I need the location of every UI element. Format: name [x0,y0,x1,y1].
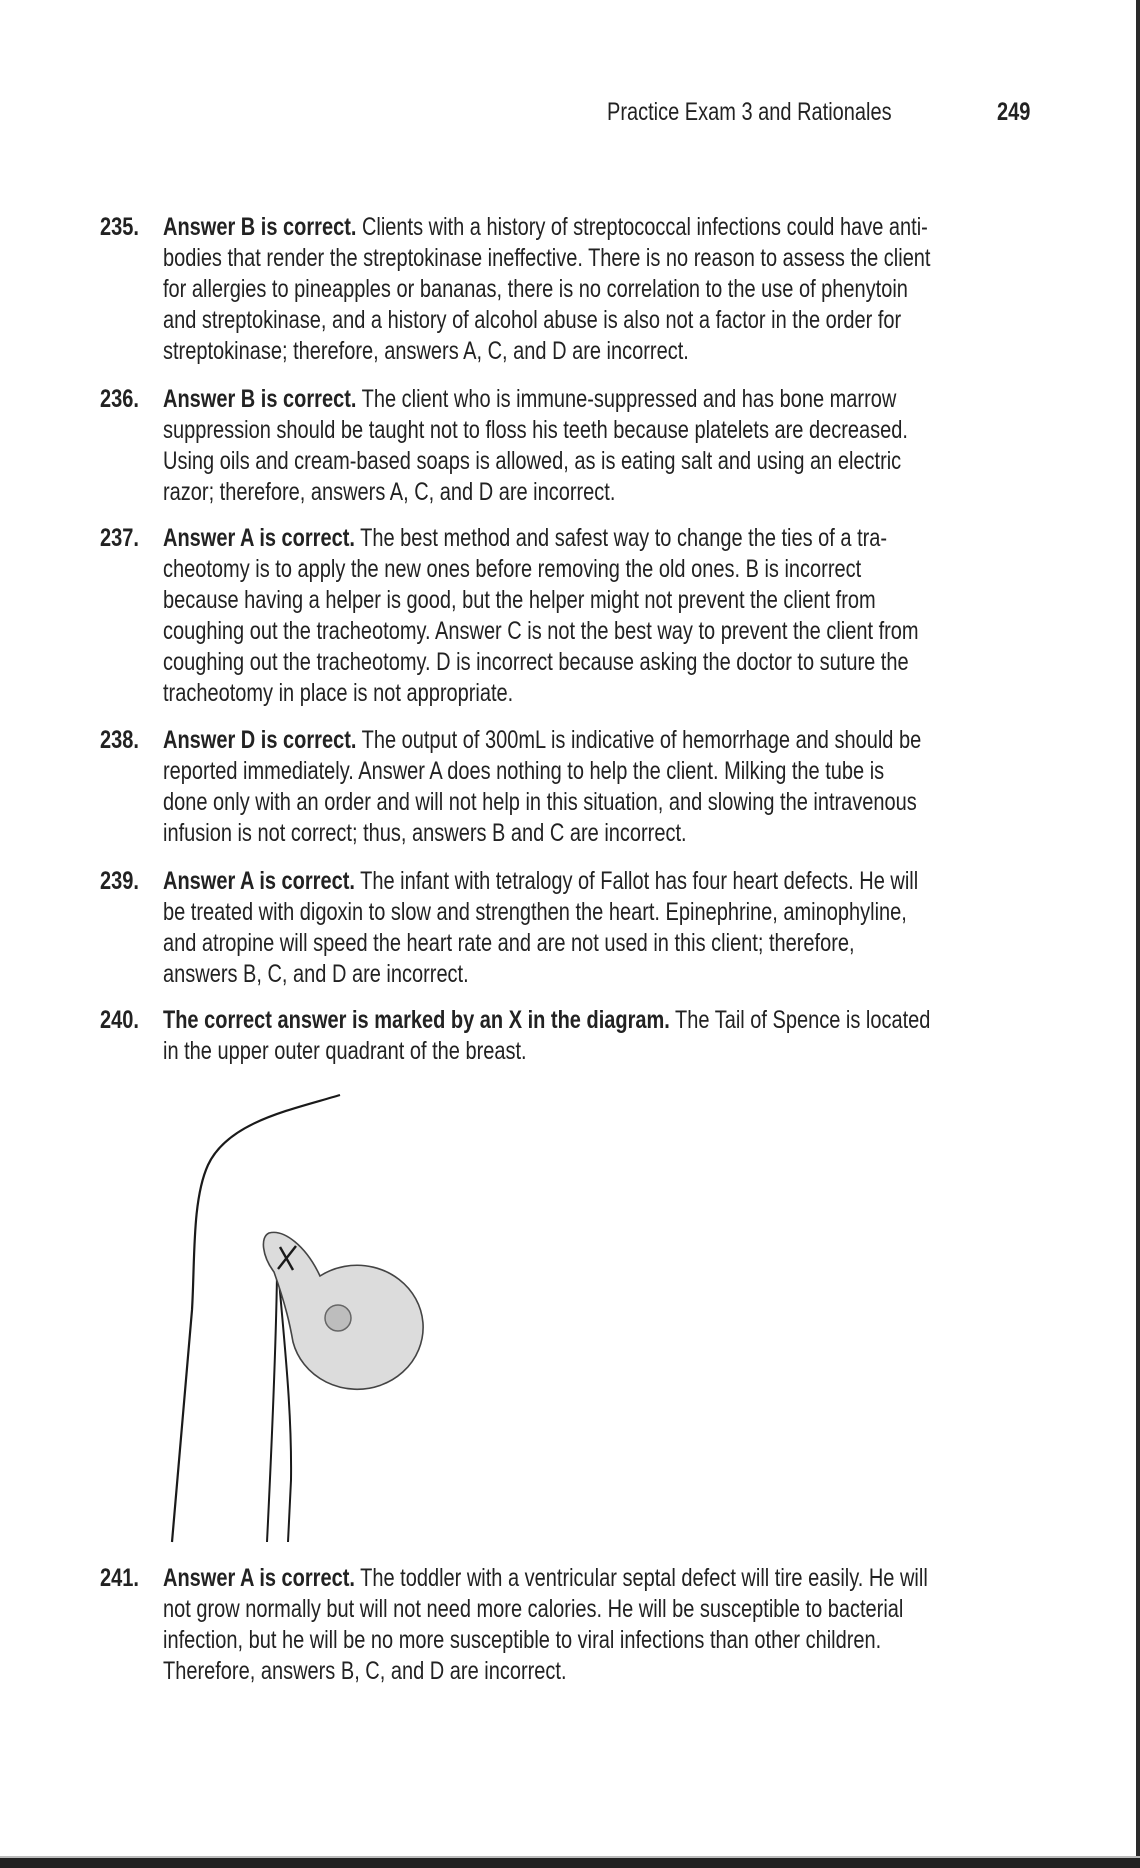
text-line [163,725,1123,756]
line-text: not grow normally but will not need more calories. He will be susceptible to bacterial [163,1595,904,1623]
line-text: suppression should be taught not to floss his teeth because platelets are decreased. [163,416,908,444]
question-number: 237. [100,524,139,552]
line-text: Clients with a history of streptococcal infections could have anti- [356,213,928,241]
text-line [163,305,1123,336]
rationale-text [163,523,1123,709]
line-text: cheotomy is to apply the new ones before removing the old ones. B is incorrect [163,555,862,583]
line-text: for allergies to pineapples or bananas, there is no correlation to the use of phenytoin [163,275,908,303]
answer-lead: Answer A is correct. [163,1564,355,1592]
text-line [163,1563,1123,1594]
line-text: answers B, C, and D are incorrect. [163,960,469,988]
text-line [163,1594,1123,1625]
text-line [163,523,1123,554]
line-text: in the upper outer quadrant of the breast. [163,1037,527,1065]
text-line [163,477,1123,508]
answer-lead: The correct answer is marked by an X in the diagram. [163,1006,670,1034]
line-text: done only with an order and will not help in this situation, and slowing the intravenous [163,788,917,816]
line-text: because having a helper is good, but the helper might not prevent the client from [163,586,876,614]
text-line [163,585,1123,616]
answer-lead: Answer A is correct. [163,867,355,895]
line-text: infection, but he will be no more susceptible to viral infections than other children. [163,1626,882,1654]
answer-lead: Answer A is correct. [163,524,355,552]
window-border-bottom [0,1856,1140,1868]
line-text: The toddler with a ventricular septal defect will tire easily. He will [354,1564,928,1592]
rationale-text [163,212,1123,367]
text-line [163,212,1123,243]
text-line [163,928,1123,959]
line-text: streptokinase; therefore, answers A, C, and D are incorrect. [163,337,689,365]
text-line [163,897,1123,928]
line-text: and atropine will speed the heart rate and are not used in this client; therefore, [163,929,855,957]
text-line [163,274,1123,305]
question-number: 240. [100,1006,139,1034]
text-line [163,959,1123,990]
rationale-text [163,1563,1123,1687]
line-text: The infant with tetralogy of Fallot has four heart defects. He will [354,867,919,895]
rationale-text [163,725,1123,849]
text-line [163,678,1123,709]
question-number: 241. [100,1564,139,1592]
question-number: 235. [100,213,139,241]
line-text: coughing out the tracheotomy. Answer C is not the best way to prevent the client from [163,617,919,645]
line-text: razor; therefore, answers A, C, and D are incorrect. [163,478,616,506]
text-line [163,415,1123,446]
line-text: The Tail of Spence is located [669,1006,931,1034]
text-line [163,866,1123,897]
line-text: Using oils and cream-based soaps is allowed, as is eating salt and using an electric [163,447,902,475]
rationale-text [163,384,1123,508]
text-line [163,756,1123,787]
line-text: The client who is immune-suppressed and has bone marrow [356,385,897,413]
line-text: tracheotomy in place is not appropriate. [163,679,514,707]
text-line [163,1656,1123,1687]
arm-line-inner [267,1275,277,1542]
page-number: 249 [997,98,1031,126]
answer-lead: Answer B is correct. [163,213,357,241]
answer-lead: Answer D is correct. [163,726,357,754]
text-line [163,1005,1123,1036]
question-number: 236. [100,385,139,413]
question-number: 238. [100,726,139,754]
text-line [163,787,1123,818]
line-text: and streptokinase, and a history of alcohol abuse is also not a factor in the order for [163,306,902,334]
text-line [163,243,1123,274]
rationale-text [163,866,1123,990]
line-text: reported immediately. Answer A does nothing to help the client. Milking the tube is [163,757,885,785]
text-line [163,616,1123,647]
window-border-right [1136,0,1140,1866]
line-text: Therefore, answers B, C, and D are incorrect. [163,1657,567,1685]
line-text: be treated with digoxin to slow and strengthen the heart. Epinephrine, aminophyline, [163,898,907,926]
running-header-title: Practice Exam 3 and Rationales [607,98,892,126]
text-line [163,384,1123,415]
line-text: infusion is not correct; thus, answers B and C are incorrect. [163,819,687,847]
text-line [163,446,1123,477]
text-line [163,554,1123,585]
text-line [163,1036,1123,1067]
text-line [163,336,1123,367]
text-line [163,818,1123,849]
answer-lead: Answer B is correct. [163,385,357,413]
text-line [163,1625,1123,1656]
question-number: 239. [100,867,139,895]
text-line [163,647,1123,678]
line-text: bodies that render the streptokinase ineffective. There is no reason to assess the client [163,244,931,272]
line-text: coughing out the tracheotomy. D is incorrect because asking the doctor to suture the [163,648,909,676]
breast-diagram [150,1080,450,1550]
line-text: The best method and safest way to change the ties of a tra- [354,524,888,552]
rationale-text [163,1005,1123,1067]
nipple [325,1305,351,1331]
line-text: The output of 300mL is indicative of hemorrhage and should be [356,726,922,754]
